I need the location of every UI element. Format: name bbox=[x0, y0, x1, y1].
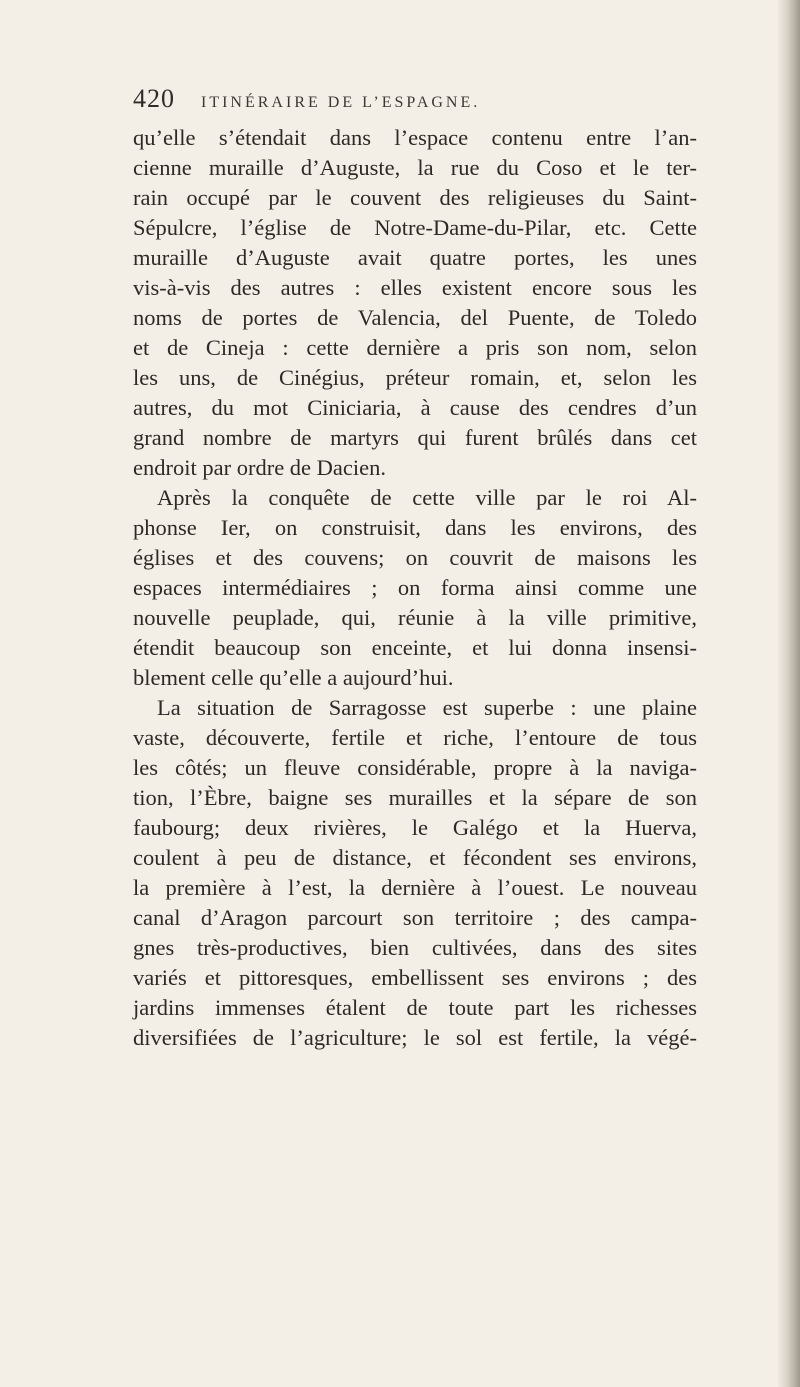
text-line: La situation de Sarragosse est superbe : une plaine bbox=[157, 695, 697, 720]
text-line: Après la conquête de cette ville par le roi Al- bbox=[157, 485, 697, 510]
text-line: variés et pittoresques, embellissent ses environs ; des bbox=[133, 965, 697, 990]
text-line: les côtés; un fleuve considérable, propre à la naviga- bbox=[133, 755, 697, 780]
running-head: ITINÉRAIRE DE L’ESPAGNE. bbox=[201, 94, 481, 111]
text-line: jardins immenses étalent de toute part les richesses bbox=[133, 995, 697, 1020]
paragraph-2 bbox=[133, 483, 697, 693]
text-line: blement celle qu’elle a aujourd’hui. bbox=[133, 665, 454, 690]
page-number: 420 bbox=[133, 84, 175, 113]
text-line: et de Cineja : cette dernière a pris son nom, selon bbox=[133, 335, 697, 360]
text-line: cienne muraille d’Auguste, la rue du Coso et le ter- bbox=[133, 155, 697, 180]
text-line: muraille d’Auguste avait quatre portes, les unes bbox=[133, 245, 697, 270]
text-line: églises et des couvens; on couvrit de maisons les bbox=[133, 545, 697, 570]
page-edge-shadow bbox=[778, 0, 800, 1387]
text-line: la première à l’est, la dernière à l’ouest. Le nouveau bbox=[133, 875, 697, 900]
text-line: autres, du mot Ciniciaria, à cause des cendres d’un bbox=[133, 395, 697, 420]
text-line: les uns, de Cinégius, préteur romain, et, selon les bbox=[133, 365, 697, 390]
text-line: grand nombre de martyrs qui furent brûlés dans cet bbox=[133, 425, 697, 450]
text-line: coulent à peu de distance, et fécondent ses environs, bbox=[133, 845, 697, 870]
body-text bbox=[133, 123, 697, 1053]
text-line: nouvelle peuplade, qui, réunie à la ville primitive, bbox=[133, 605, 697, 630]
text-line: vaste, découverte, fertile et riche, l’entoure de tous bbox=[133, 725, 697, 750]
text-line: vis-à-vis des autres : elles existent encore sous les bbox=[133, 275, 697, 300]
text-line: faubourg; deux rivières, le Galégo et la Huerva, bbox=[133, 815, 697, 840]
text-line: tion, l’Èbre, baigne ses murailles et la sépare de son bbox=[133, 785, 697, 810]
page-header bbox=[133, 84, 693, 120]
text-line: rain occupé par le couvent des religieuses du Saint- bbox=[133, 185, 697, 210]
paragraph-3 bbox=[133, 693, 697, 1053]
text-line: gnes très-productives, bien cultivées, dans des sites bbox=[133, 935, 697, 960]
text-line: qu’elle s’étendait dans l’espace contenu entre l’an- bbox=[133, 125, 697, 150]
text-line: canal d’Aragon parcourt son territoire ; des campa- bbox=[133, 905, 697, 930]
text-line: phonse Ier, on construisit, dans les environs, des bbox=[133, 515, 697, 540]
paragraph-1 bbox=[133, 123, 697, 483]
text-line: diversifiées de l’agriculture; le sol est fertile, la végé- bbox=[133, 1025, 697, 1050]
text-line: noms de portes de Valencia, del Puente, de Toledo bbox=[133, 305, 697, 330]
text-line: espaces intermédiaires ; on forma ainsi comme une bbox=[133, 575, 697, 600]
text-line: Sépulcre, l’église de Notre-Dame-du-Pilar, etc. Cette bbox=[133, 215, 697, 240]
text-line: endroit par ordre de Dacien. bbox=[133, 455, 387, 480]
text-line: étendit beaucoup son enceinte, et lui donna insensi- bbox=[133, 635, 697, 660]
